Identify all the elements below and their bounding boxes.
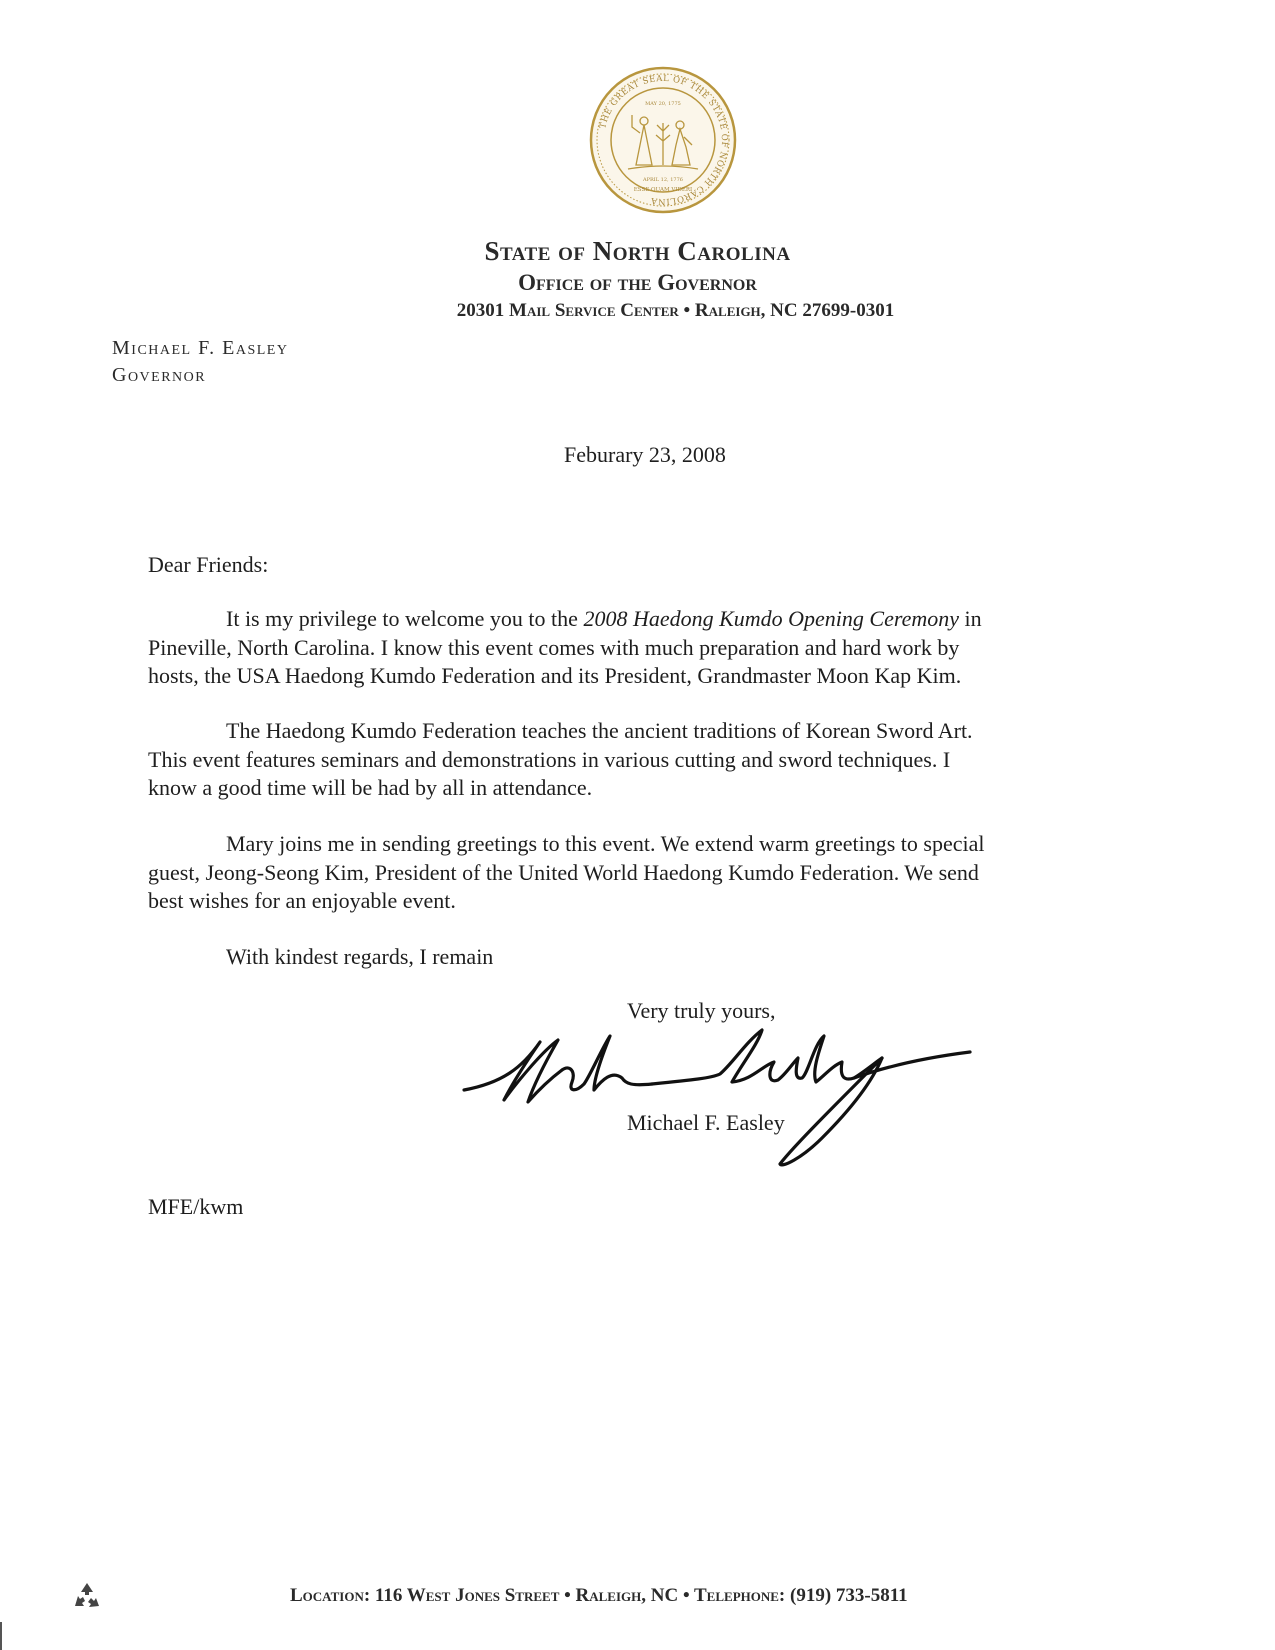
letter-date: Feburary 23, 2008: [564, 442, 726, 467]
typist-initials: MFE/kwm: [148, 1194, 244, 1219]
paragraph-1: [148, 605, 1158, 691]
paragraph-3-line-3: best wishes for an enjoyable event.: [148, 888, 456, 913]
handwritten-signature: [462, 1028, 972, 1168]
seal-date-bottom: APRIL 12, 1776: [643, 177, 683, 183]
salutation: Dear Friends:: [148, 552, 269, 577]
paragraph-2-line-3: know a good time will be had by all in attendance.: [148, 775, 593, 800]
closing-line: With kindest regards, I remain: [226, 944, 494, 969]
paragraph-2-line-2: This event features seminars and demonstrations in various cutting and sword techniques. I: [148, 746, 951, 772]
signature-name: Michael F. Easley: [627, 1110, 785, 1135]
great-seal-of-north-carolina: [588, 65, 738, 215]
scan-edge-mark: [0, 1622, 2, 1650]
seal-ring-text: THE GREAT SEAL OF THE STATE OF NORTH CAROLINA: [598, 73, 730, 207]
letterhead-office: Office of the Governor: [518, 270, 757, 295]
paragraph-1-line-3: hosts, the USA Haedong Kumdo Federation and its President, Grandmaster Moon Kap Kim.: [148, 663, 962, 688]
seal-date-top: MAY 20, 1775: [645, 101, 681, 107]
sign-off: Very truly yours,: [627, 998, 776, 1023]
letterhead-address: 20301 Mail Service Center • Raleigh, NC 27699-0301: [456, 300, 895, 321]
footer-contact: Location: 116 West Jones Street • Raleigh, NC • Telephone: (919) 733-5811: [290, 1585, 908, 1606]
letterhead-state: State of North Carolina: [484, 236, 791, 266]
seal-motto: ESSE QUAM VIDERI: [633, 187, 693, 193]
paragraph-1-line-1: It is my privilege to welcome you to the 2008 Haedong Kumdo Opening Ceremony in: [226, 606, 982, 631]
event-name: 2008 Haedong Kumdo Opening Ceremony: [583, 606, 960, 631]
governor-name: Michael F. Easley: [112, 337, 289, 359]
paragraph-3-line-1: Mary joins me in sending greetings to this event. We extend warm greetings to special: [226, 831, 985, 856]
paragraph-3: [148, 830, 1158, 916]
governor-title: Governor: [112, 364, 207, 386]
recycle-icon: [70, 1580, 104, 1614]
paragraph-2-line-1: The Haedong Kumdo Federation teaches the ancient traditions of Korean Sword Art.: [226, 718, 973, 743]
paragraph-1-line-2: Pineville, North Carolina. I know this event comes with much preparation and hard work by: [148, 634, 960, 660]
paragraph-2: [148, 717, 1158, 803]
paragraph-3-line-2: guest, Jeong-Seong Kim, President of the United World Haedong Kumdo Federation. We send: [148, 859, 979, 885]
